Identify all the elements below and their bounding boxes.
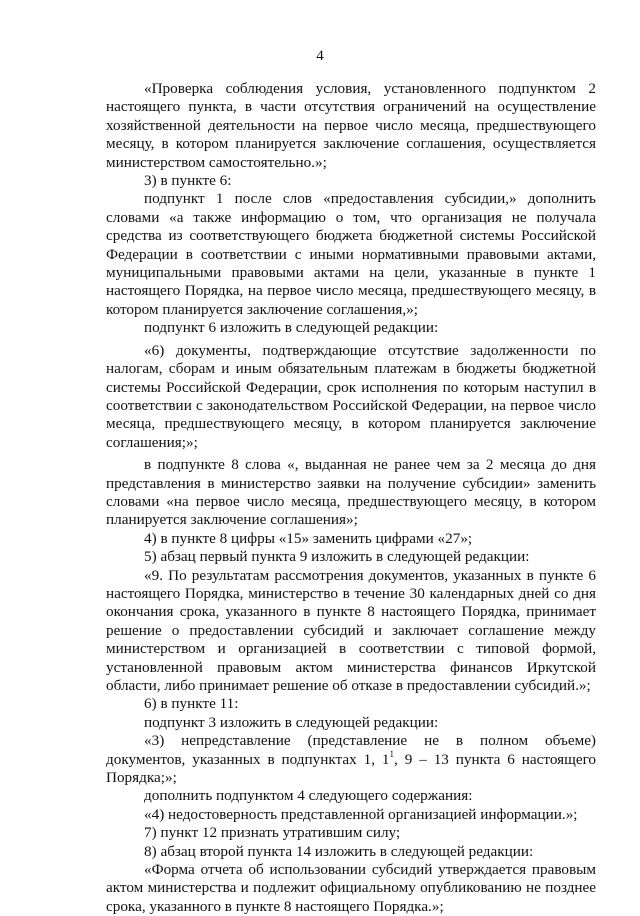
paragraph: 3) в пункте 6: bbox=[144, 172, 232, 190]
paragraph: 6) в пункте 11: bbox=[144, 695, 239, 713]
paragraph: 4) в пункте 8 цифры «15» заменить цифрами «27»; bbox=[144, 529, 473, 547]
paragraph: «9. По результатам рассмотрения документов, указанных в пункте 6 настоящего Порядка, министерство в течение 30 календарных дней со дня окончания срока, указанного в пункте 8 настоящего Порядка, принимает решение о предоставлении субсидий и заключает соглашение между министерством и организацией в соответствии с типовой формой, установленной правовым актом министерства финансов Иркутской области, либо принимает решение об отказе в предоставлении субсидий.»; bbox=[106, 566, 596, 694]
paragraph: 8) абзац второй пункта 14 изложить в следующей редакции: bbox=[144, 842, 534, 860]
paragraph: «Проверка соблюдения условия, установленного подпунктом 2 настоящего пункта, в части отсутствия ограничений на осуществление хозяйственной деятельности на первое число месяца, предшествующего месяцу, в котором планируется заключение соглашения, осуществляется министерством самостоятельно.»; bbox=[106, 80, 596, 171]
paragraph: 7) пункт 12 признать утратившим силу; bbox=[144, 824, 401, 842]
paragraph: 5) абзац первый пункта 9 изложить в следующей редакции: bbox=[144, 548, 530, 566]
paragraph: «4) недостоверность представленной организацией информации.»; bbox=[144, 805, 578, 823]
paragraph: в подпункте 8 слова «, выданная не ранее чем за 2 месяца до дня представления в министерство заявки на получение субсидии» заменить словами «на первое число месяца, предшествующего месяцу, в котором планируется заключение соглашения»; bbox=[106, 456, 596, 529]
paragraph-text-after: , 9 – 13 пункта 6 настоящего Порядка;»; bbox=[106, 750, 597, 787]
paragraph: подпункт 1 после слов «предоставления субсидии,» дополнить словами «а также информацию о том, что организация не получала средства из соответствующего бюджета бюджетной системы Российской Федерации в соответствии с иными нормативными правовыми актами, муниципальными правовыми актами на цели, указанные в пункте 1 настоящего Порядка, на первое число месяца, предшествующего месяцу, в котором планируется заключение соглашения,»; bbox=[106, 190, 596, 318]
paragraph: подпункт 3 изложить в следующей редакции: bbox=[144, 713, 439, 731]
page-number: 4 bbox=[316, 48, 324, 64]
paragraph: «Форма отчета об использовании субсидий утверждается правовым актом министерства и подлежит официальному опубликованию не позднее срока, указанного в пункте 8 настоящего Порядка.»; bbox=[106, 861, 596, 915]
paragraph: дополнить подпунктом 4 следующего содержания: bbox=[144, 787, 473, 805]
superscript: 1 bbox=[389, 748, 395, 759]
paragraph: подпункт 6 изложить в следующей редакции: bbox=[144, 319, 439, 337]
paragraph bbox=[106, 732, 596, 787]
paragraph: «6) документы, подтверждающие отсутствие задолженности по налогам, сборам и иным обязательным платежам в бюджеты бюджетной системы Российской Федерации, срок исполнения по которым наступил в соответствии с законодательством Российской Федерации, на первое число месяца, предшествующего месяцу, в котором планируется заключение соглашения;»; bbox=[106, 341, 596, 451]
document-body bbox=[106, 80, 596, 916]
paragraph-text-before: «3) непредставление (представление не в полном объеме) документов, указанных в подпунктах 1, 1 bbox=[106, 732, 596, 768]
